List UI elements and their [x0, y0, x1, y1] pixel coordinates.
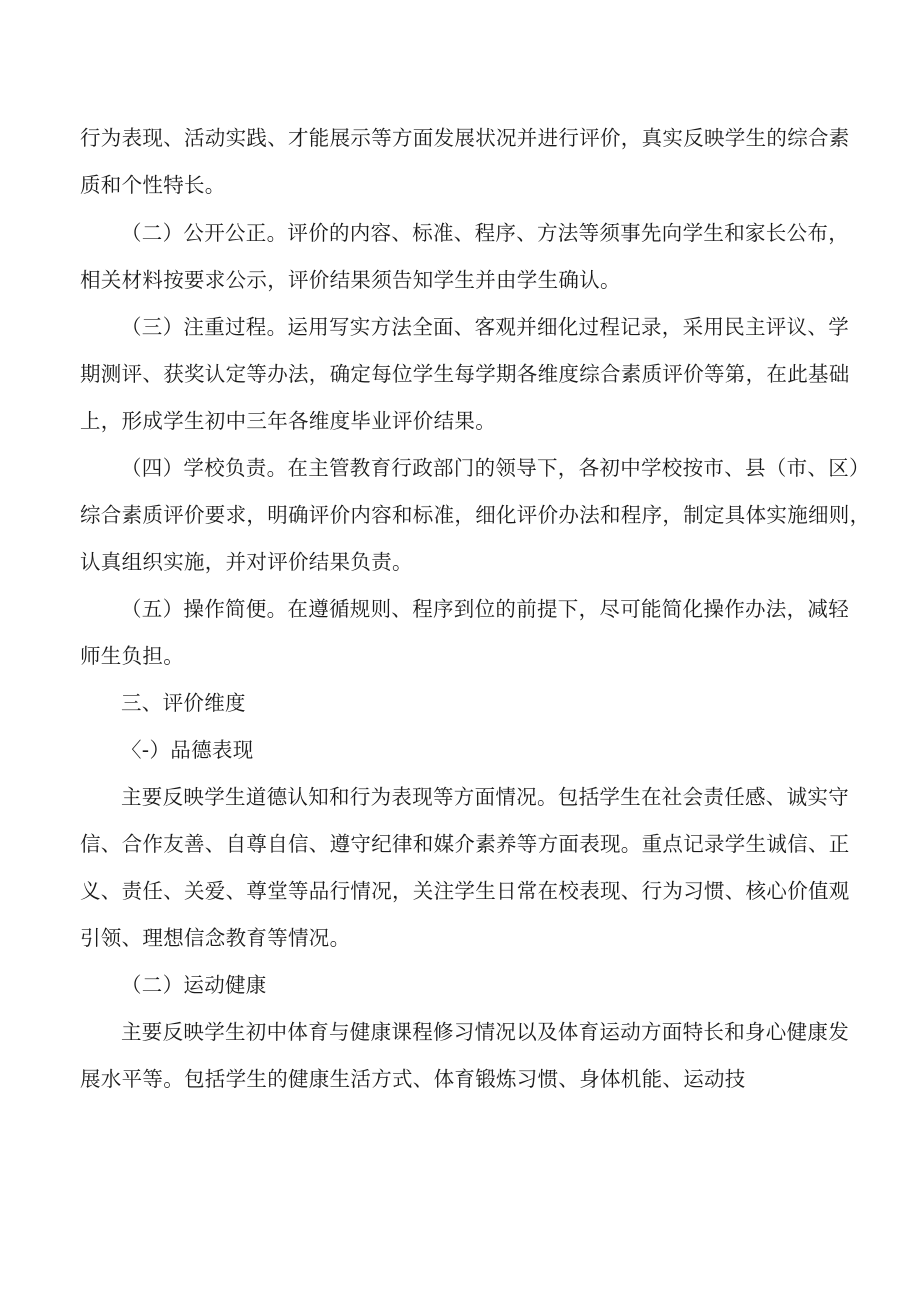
text-line-21: 展水平等。包括学生的健康生活方式、体育锻炼习惯、身体机能、运动技: [80, 1067, 746, 1091]
text-line-10: 认真组织实施，并对评价结果负责。: [80, 550, 413, 574]
text-line-18: 引领、理想信念教育等情况。: [80, 926, 351, 950]
subsection-heading-2: （二）运动健康: [121, 973, 267, 997]
text-line-11: （五）操作简便。在遵循规则、程序到位的前提下，尽可能简化操作办法，减轻: [121, 597, 849, 621]
text-line-4: 相关材料按要求公示，评价结果须告知学生并由学生确认。: [80, 268, 621, 292]
text-line-16: 信、合作友善、自尊自信、遵守纪律和媒介素养等方面表现。重点记录学生诚信、正: [80, 832, 850, 856]
text-line-3: （二）公开公正。评价的内容、标准、程序、方法等须事先向学生和家长公布，: [121, 221, 849, 245]
text-line-17: 义、责任、关爱、尊堂等品行情况，关注学生日常在校表现、行为习惯、核心价值观: [80, 879, 850, 903]
text-line-2: 质和个性特长。: [80, 173, 226, 197]
text-line-7: 上，形成学生初中三年各维度毕业评价结果。: [80, 409, 496, 433]
text-line-12: 师生负担。: [80, 644, 184, 668]
subsection-heading-1: 〈-）品德表现: [121, 738, 254, 762]
text-line-6: 期测评、获奖认定等办法，确定每位学生每学期各维度综合素质评价等第，在此基础: [80, 362, 850, 386]
text-line-8: （四）学校负责。在主管教育行政部门的领导下，各初中学校按市、县（市、区）: [121, 456, 870, 480]
text-line-20: 主要反映学生初中体育与健康课程修习情况以及体育运动方面特长和身心健康发: [121, 1020, 849, 1044]
text-line-9: 综合素质评价要求，明确评价内容和标准，细化评价办法和程序，制定具体实施细则，: [80, 503, 871, 527]
text-line-15: 主要反映学生道德认知和行为表现等方面情况。包括学生在社会责任感、诚实守: [121, 785, 849, 809]
text-line-5: （三）注重过程。运用写实方法全面、客观并细化过程记录，采用民主评议、学: [121, 315, 849, 339]
section-heading: 三、评价维度: [121, 691, 246, 715]
text-line-1: 行为表现、活动实践、才能展示等方面发展状况并进行评价，真实反映学生的综合素: [80, 126, 850, 150]
